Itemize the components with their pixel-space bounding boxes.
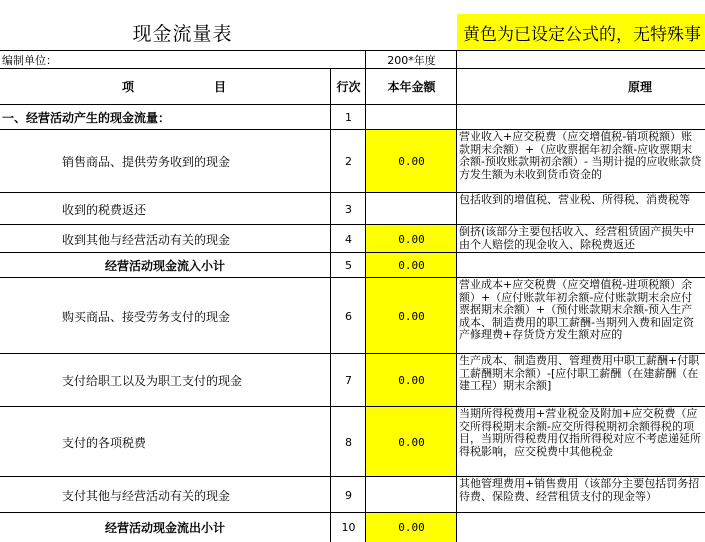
sheet-title[interactable]: 现金流量表 <box>132 23 233 45</box>
principle-note[interactable]: 生产成本、制造费用、管理费用中职工薪酬+付职工薪酬期末余额）-[应付职工薪酬（在建薪酬（在建工程）期末余额] <box>459 354 700 392</box>
subtotal-label[interactable]: 经营活动现金流出小计 <box>104 521 225 535</box>
grid-line <box>0 192 705 193</box>
row-line-no[interactable]: 10 <box>341 521 356 534</box>
amount-cell[interactable]: 0.00 <box>366 278 457 354</box>
grid-line <box>0 104 705 105</box>
row-line-no[interactable]: 9 <box>345 488 352 502</box>
row-label[interactable]: 收到其他与经营活动有关的现金 <box>62 232 231 247</box>
principle-note[interactable]: 包括收到的增值税、营业税、所得税、消费税等 <box>459 193 690 206</box>
row-line-no[interactable]: 4 <box>345 232 352 246</box>
row-label[interactable]: 支付其他与经营活动有关的现金 <box>62 488 231 503</box>
row-label[interactable]: 支付的各项税费 <box>62 435 147 450</box>
row-line-no[interactable]: 6 <box>345 309 352 323</box>
amount-cell[interactable]: 0.00 <box>366 407 457 477</box>
amount-cell[interactable]: 0.00 <box>366 130 457 193</box>
row-label[interactable]: 销售商品、提供劳务收到的现金 <box>62 155 231 169</box>
row-line-no[interactable]: 3 <box>345 202 352 216</box>
grid-line <box>0 129 705 130</box>
header-item-1[interactable]: 项 <box>121 80 134 94</box>
period-label[interactable]: 200*年度 <box>387 53 436 67</box>
company-label[interactable]: 编制单位： <box>2 53 57 67</box>
principle-note[interactable]: 当期所得税费用+营业税金及附加+应交税费（应交所得税期末余额-应交所得税期初余额得税的项目，当期所得税费用仅指所得税对应不考虑递延所得税影响，应交税费中其他税金 <box>459 407 701 458</box>
grid-line <box>0 252 705 253</box>
header-line-no[interactable]: 行次 <box>336 80 361 94</box>
amount-cell[interactable]: 0.00 <box>366 225 457 253</box>
principle-note[interactable]: 营业成本+应交税费（应交增值税-进项税额）余额）+（应付账款年初余额-应付账款期末余应付票据期末余额）+（预付账款期末余额-预入生产成本、制造费用的职工薪酬-当期列入费和固定资产修理费+存货贷方发生额对应的 <box>459 278 694 341</box>
grid-line <box>0 512 705 513</box>
grid-line <box>0 277 705 278</box>
grid-line <box>330 68 331 542</box>
subtotal-label[interactable]: 经营活动现金流入小计 <box>104 259 225 273</box>
principle-note[interactable]: 倒挤(该部分主要包括收入、经营租赁固产损失中由个人赔偿的现金收入、除税费返还 <box>459 225 695 251</box>
row-label[interactable]: 收到的税费返还 <box>62 202 147 217</box>
principle-note[interactable]: 其他管理费用+销售费用（该部分主要包括罚务招待费、保险费、经营租赁支付的现金等） <box>459 477 700 503</box>
header-amount[interactable]: 本年金额 <box>387 80 436 94</box>
grid-line <box>0 476 705 477</box>
header-item-2[interactable]: 目 <box>213 80 226 94</box>
grid-line <box>0 224 705 225</box>
row-line-no[interactable]: 8 <box>345 435 352 449</box>
amount-cell[interactable]: 0.00 <box>366 253 457 278</box>
row-line-no[interactable]: 7 <box>345 374 352 387</box>
row-line-no[interactable]: 5 <box>345 259 352 272</box>
row-line-no[interactable]: 2 <box>345 155 352 168</box>
row-line-no[interactable]: 1 <box>345 111 352 124</box>
header-principle[interactable]: 原理 <box>627 80 652 94</box>
grid-line <box>365 50 366 542</box>
amount-cell[interactable]: 0.00 <box>366 354 457 407</box>
grid-line <box>0 68 705 69</box>
principle-note[interactable]: 营业收入+应交税费（应交增值税-销项税额）账款期末余额）+（应收票据年初余额-应收票期末余额-预收账款期初余额）- 当期计提的应收账款贷方发生额为未收到货币资金的 <box>459 130 702 181</box>
row-label[interactable]: 支付给职工以及为职工支付的现金 <box>62 374 243 388</box>
grid-line <box>0 406 705 407</box>
formula-note-banner[interactable]: 黄色为已设定公式的，无特殊事 <box>457 14 705 51</box>
grid-line <box>0 353 705 354</box>
row-label[interactable]: 购买商品、接受劳务支付的现金 <box>62 309 231 324</box>
grid-line <box>456 50 457 542</box>
amount-cell[interactable]: 0.00 <box>366 513 457 542</box>
row-label[interactable]: 一、经营活动产生的现金流量： <box>2 111 171 125</box>
grid-line <box>0 50 705 51</box>
